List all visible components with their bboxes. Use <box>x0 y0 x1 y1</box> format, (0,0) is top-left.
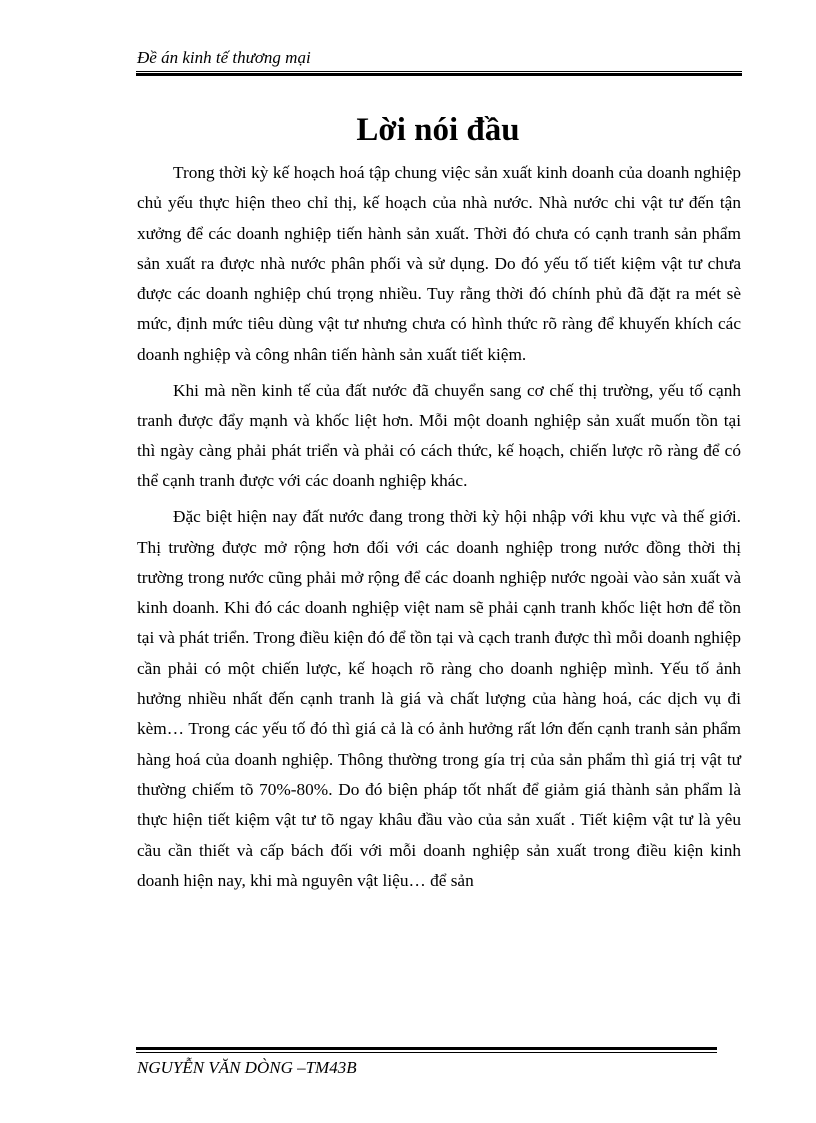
paragraph-3: Đặc biệt hiện nay đất nước đang trong thời kỳ hội nhập với khu vực và thế giới. Thị trường được mở rộng hơn đối với các doanh nghiệp trong nước đồng thời thị trường trong nước cũng phải mở rộng để các doanh nghiệp nước ngoài vào sản xuất và kinh doanh. Khi đó các doanh nghiệp việt nam sẽ phải cạnh tranh khốc liệt hơn để tồn tại và phát triển. Trong điều kiện đó để tồn tại và cạch tranh được thì mỗi doanh nghiệp cần phải có một chiến lược, kế hoạch rõ ràng cho doanh nghiệp mình. Yếu tố ảnh hưởng nhiều nhất đến cạnh tranh là giá và chất lượng của hàng hoá, các dịch vụ đi kèm… Trong các yếu tố đó thì giá cả là có ảnh hưởng rất lớn đến cạnh tranh sản phẩm hàng hoá của doanh nghiệp. Thông thường trong gía trị của sản phẩm thì giá trị vật tư thường chiếm tõ 70%-80%. Do đó biện pháp tốt nhất để giảm giá thành sản phẩm là thực hiện tiết kiệm vật tư tõ ngay khâu đầu vào của sản xuất . Tiết kiệm vật tư là yêu cầu cần thiết và cấp bách đối với mỗi doanh nghiệp sản xuất trong điều kiện kinh doanh hiện nay, khi mà nguyên vật liệu… để sản <box>137 507 741 890</box>
footer-author: NGUYỄN VĂN DÒNG –TM43B <box>137 1058 357 1077</box>
header-rule-thin <box>136 71 742 72</box>
paragraph-2: Khi mà nền kinh tế của đất nước đã chuyển sang cơ chế thị trường, yếu tố cạnh tranh được đẩy mạnh và khốc liệt hơn. Mỗi một doanh nghiệp sản xuất muốn tồn tại thì ngày càng phải phát triển và phải có cách thức, kế hoạch, chiến lược rõ ràng để có thể cạnh tranh được với các doanh nghiệp khác. <box>137 380 741 491</box>
header-rule-thick <box>136 73 742 76</box>
document-body <box>137 158 741 902</box>
footer-rule-thick <box>136 1047 717 1050</box>
header-title: Đề án kinh tế thương mại <box>137 48 311 67</box>
page-heading: Lời nói đầu <box>356 112 520 148</box>
footer-rule-thin <box>136 1052 717 1053</box>
paragraph-1: Trong thời kỳ kế hoạch hoá tập chung việc sản xuất kinh doanh của doanh nghiệp chủ yếu thực hiện theo chỉ thị, kế hoạch của nhà nước. Nhà nước chi vật tư đến tận xưởng để các doanh nghiệp tiến hành sản xuất. Thời đó chưa có cạnh tranh sản phẩm sản xuất ra được nhà nước phân phối và sử dụng. Do đó yếu tố tiết kiệm vật tư chưa được các doanh nghiệp chú trọng nhiều. Tuy rằng thời đó chính phủ đã đặt ra mét sè mức, định mức tiêu dùng vật tư nhưng chưa có hình thức rõ ràng để khuyến khích các doanh nghiệp và công nhân tiến hành sản xuất tiết kiệm. <box>137 163 741 364</box>
